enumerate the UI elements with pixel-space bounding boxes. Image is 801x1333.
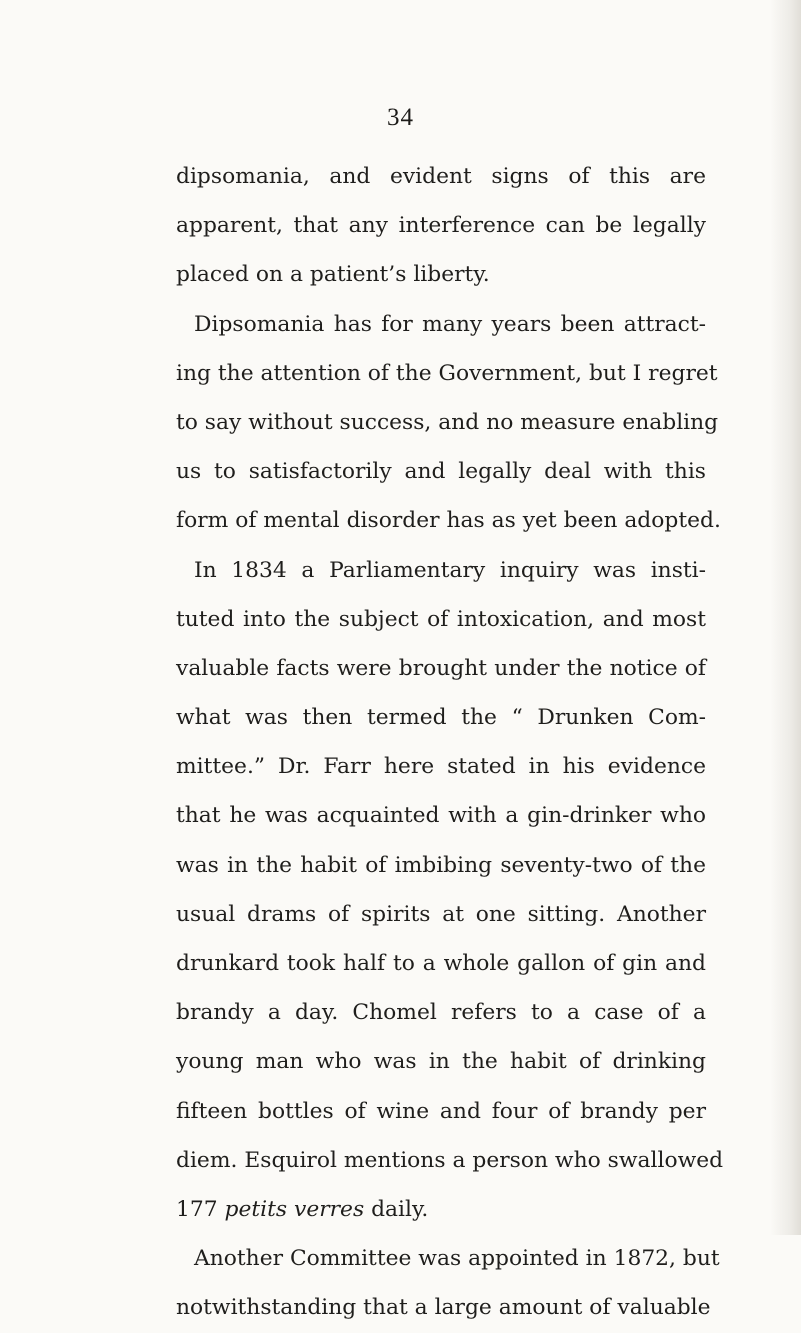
text-line: valuable facts were brought under the notice of [176,655,706,681]
line-end: daily. [371,1196,429,1222]
text-line: usual drams of spirits at one sitting. Another [176,901,706,927]
italic-phrase: petits verres [224,1196,365,1222]
text-line: In 1834 a Parliamentary inquiry was insti- [194,557,706,583]
text-line: fifteen bottles of wine and four of brandy per [176,1098,706,1124]
text-line: young man who was in the habit of drinking [176,1049,706,1075]
text-line: apparent, that any interference can be legally [176,213,706,239]
text-line: Dipsomania has for many years been attract- [194,311,706,337]
text-line: form of mental disorder has as yet been adopted. [176,508,721,534]
text-line: to say without success, and no measure enabling [176,409,719,435]
text-line: Another Committee was appointed in 1872, but [194,1246,720,1272]
number-177: 177 [176,1196,218,1222]
text-line [176,1185,706,1234]
text-line: mittee.” Dr. Farr here stated in his evidence [176,754,706,780]
text-line: what was then termed the “ Drunken Com- [176,705,706,731]
text-line: that he was acquainted with a gin-drinker who [176,803,706,829]
text-line: notwithstanding that a large amount of valuable [176,1295,711,1321]
text-line: drunkard took half to a whole gallon of gin and [176,951,706,976]
text-line: tuted into the subject of intoxication, and most [176,606,706,632]
text-line: placed on a patient’s liberty. [176,262,490,288]
text-line: diem. Esquirol mentions a person who swallowed [176,1147,724,1173]
text-line: dipsomania, and evident signs of this are [176,164,706,189]
text-line: brandy a day. Chomel refers to a case of a [176,1000,706,1026]
text-line: us to satisfactorily and legally deal with this [176,459,706,485]
body-text [176,152,724,1333]
text-line: ing the attention of the Government, but I regret [176,360,718,386]
page-number: 34 [387,104,414,131]
text-line: was in the habit of imbibing seventy-two of the [176,852,706,878]
